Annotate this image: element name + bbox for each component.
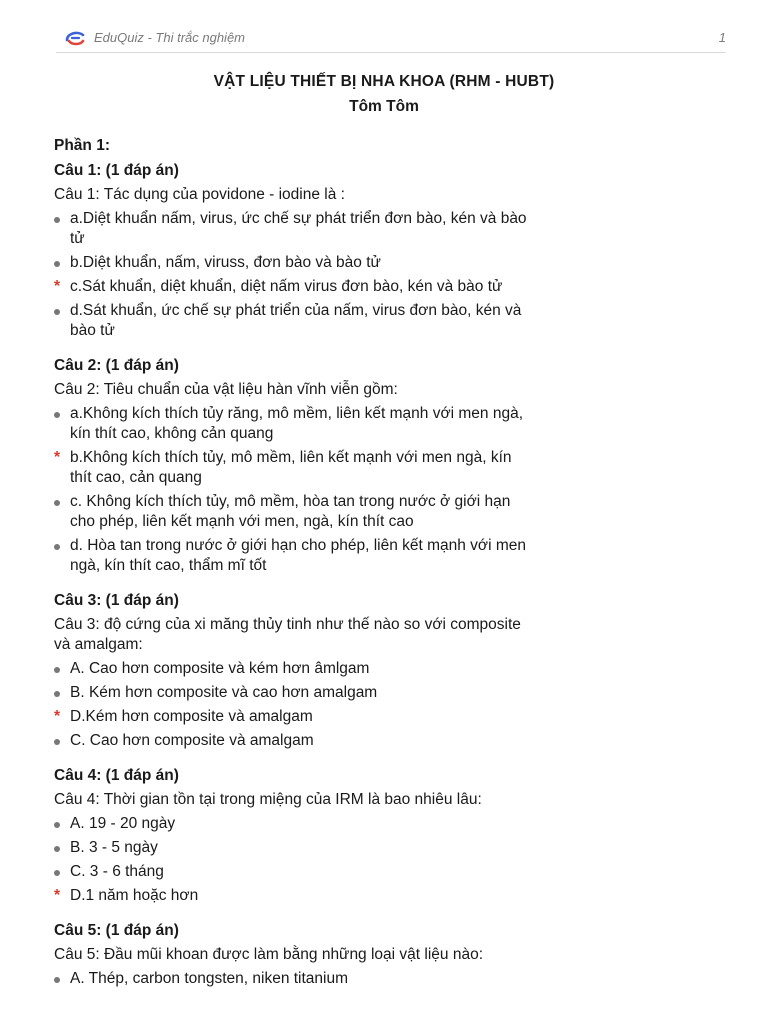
bullet-icon (54, 969, 66, 989)
answer-option-text: B. 3 - 5 ngày (70, 839, 158, 856)
answer-option-correct (54, 277, 724, 297)
answer-option (54, 253, 724, 273)
answer-option-text: D.Kém hơn composite và amalgam (70, 708, 313, 725)
bullet-icon (54, 814, 66, 834)
answer-option-text: D.1 năm hoặc hơn (70, 887, 199, 904)
answer-option (54, 209, 724, 249)
correct-answer-star-icon: * (54, 708, 61, 725)
answer-option-text: a.Không kích thích tủy răng, mô mềm, liên kết mạnh với men ngà, (70, 405, 523, 422)
answer-option-text: bào tử (70, 322, 115, 339)
question-text: Câu 1: Tác dụng của povidone - iodine là : (54, 186, 345, 203)
question-heading: Câu 3: (1 đáp án) (54, 592, 179, 609)
bullet-icon (54, 536, 66, 556)
answer-option (54, 659, 724, 679)
question-heading: Câu 4: (1 đáp án) (54, 767, 179, 784)
answer-option (54, 301, 724, 341)
bullet-icon (54, 492, 66, 512)
answer-option-text: c.Sát khuẩn, diệt khuẩn, diệt nấm virus đơn bào, kén và bào tử (70, 278, 503, 295)
answer-option-text: b.Diệt khuẩn, nấm, viruss, đơn bào và bào tử (70, 254, 381, 271)
answer-option (54, 969, 724, 989)
part-heading: Phần 1: (54, 137, 110, 154)
answer-option (54, 404, 724, 444)
page-number: 1 (718, 30, 726, 45)
bullet-icon (54, 253, 66, 273)
correct-answer-star-icon: * (54, 887, 61, 904)
brand-name: EduQuiz - Thi trắc nghiệm (94, 30, 246, 45)
question-text-line: Câu 3: độ cứng của xi măng thủy tinh như thế nào so với composite (54, 616, 521, 633)
answer-option-text: B. Kém hơn composite và cao hơn amalgam (70, 684, 378, 701)
answer-option-text: A. 19 - 20 ngày (70, 815, 176, 832)
answer-option-text: thít cao, cản quang (70, 469, 202, 486)
bullet-icon (54, 301, 66, 321)
question-text: Câu 5: Đầu mũi khoan được làm bằng những loại vật liệu nào: (54, 946, 484, 963)
answer-option-text: kín thít cao, không cản quang (70, 425, 274, 442)
question-heading: Câu 1: (1 đáp án) (54, 162, 179, 179)
answer-option-text: c. Không kích thích tủy, mô mềm, hòa tan trong nước ở giới hạn (70, 493, 511, 510)
document-title: VẬT LIỆU THIẾT BỊ NHA KHOA (RHM - HUBT) (213, 73, 555, 90)
question-block (54, 356, 724, 576)
answer-option-text: A. Cao hơn composite và kém hơn âmlgam (70, 660, 370, 677)
answer-option-text: tử (70, 230, 85, 247)
bullet-icon (54, 659, 66, 679)
answer-option (54, 838, 724, 858)
answer-option (54, 731, 724, 751)
answer-option-text: C. 3 - 6 tháng (70, 863, 164, 880)
answer-option-text: d. Hòa tan trong nước ở giới hạn cho phép, liên kết mạnh với men (70, 537, 527, 554)
answer-option-text: C. Cao hơn composite và amalgam (70, 732, 314, 749)
answer-option-correct (54, 886, 724, 906)
eduquiz-logo-icon (64, 29, 86, 47)
page-header (56, 26, 726, 53)
bullet-icon (54, 731, 66, 751)
answer-option (54, 683, 724, 703)
answer-option-correct (54, 448, 724, 488)
answer-option (54, 492, 724, 532)
bullet-icon (54, 209, 66, 229)
document-author: Tôm Tôm (349, 98, 419, 115)
question-block (54, 766, 724, 906)
answer-option-correct (54, 707, 724, 727)
question-block (54, 591, 724, 751)
correct-answer-star-icon: * (54, 449, 61, 466)
answer-option-text: cho phép, liên kết mạnh với men, ngà, kín thít cao (70, 513, 414, 530)
question-text: Câu 2: Tiêu chuẩn của vật liệu hàn vĩnh viễn gồm: (54, 381, 398, 398)
question-text (54, 615, 724, 655)
answer-option-text: a.Diệt khuẩn nấm, virus, ức chế sự phát triển đơn bào, kén và bào (70, 210, 527, 227)
answer-option (54, 536, 724, 576)
answer-option-text: d.Sát khuẩn, ức chế sự phát triển của nấm, virus đơn bào, kén và (70, 302, 522, 319)
answer-option-text: ngà, kín thít cao, thẩm mĩ tốt (70, 557, 267, 574)
question-heading: Câu 2: (1 đáp án) (54, 357, 179, 374)
question-block (54, 921, 724, 989)
bullet-icon (54, 838, 66, 858)
question-text: Câu 4: Thời gian tồn tại trong miệng của IRM là bao nhiêu lâu: (54, 791, 482, 808)
answer-option (54, 814, 724, 834)
bullet-icon (54, 862, 66, 882)
bullet-icon (54, 404, 66, 424)
question-heading: Câu 5: (1 đáp án) (54, 922, 179, 939)
answer-option (54, 862, 724, 882)
quiz-content (54, 136, 724, 1004)
question-block (54, 161, 724, 341)
question-list (54, 161, 724, 989)
bullet-icon (54, 683, 66, 703)
question-text-line: và amalgam: (54, 636, 143, 653)
answer-option-text: b.Không kích thích tủy, mô mềm, liên kết mạnh với men ngà, kín (70, 449, 512, 466)
answer-option-text: A. Thép, carbon tongsten, niken titanium (70, 970, 349, 987)
correct-answer-star-icon: * (54, 278, 61, 295)
